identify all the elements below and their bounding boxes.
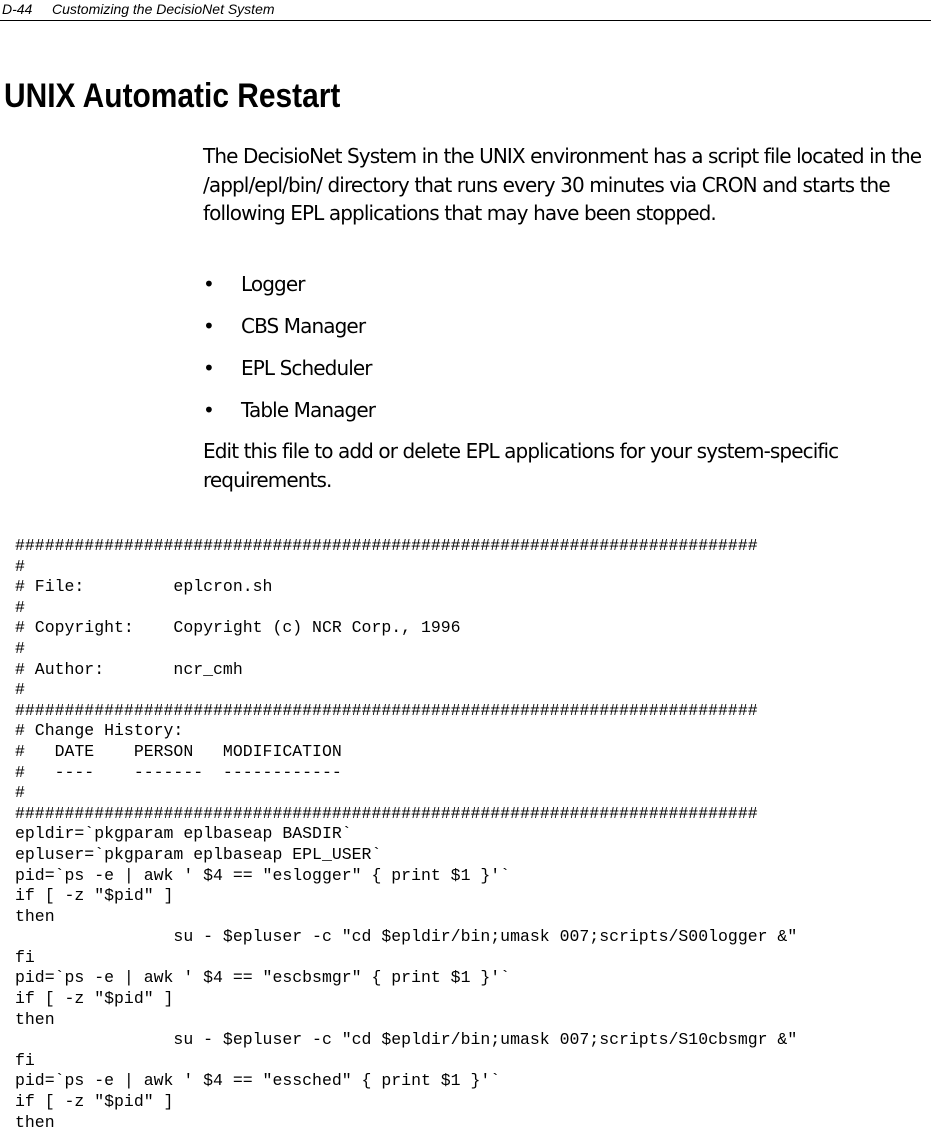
bullet-icon: • xyxy=(203,356,214,380)
code-line: # DATE PERSON MODIFICATION xyxy=(15,741,342,761)
code-line: pid=`ps -e | awk ' $4 == "escbsmgr" { print $1 }'` xyxy=(15,968,511,988)
code-line: ########################################################################### xyxy=(15,803,758,823)
code-line: # xyxy=(15,680,25,700)
page-header xyxy=(0,0,931,21)
list-item-label: EPL Scheduler xyxy=(241,356,372,380)
code-line: ########################################################################### xyxy=(15,700,758,720)
code-line: if [ -z "$pid" ] xyxy=(15,989,174,1009)
list-item-label: CBS Manager xyxy=(241,314,366,338)
list-item-label: Logger xyxy=(241,272,305,296)
code-line: ########################################################################### xyxy=(15,536,758,555)
page-number: D-44 xyxy=(2,1,33,17)
application-list xyxy=(203,270,375,438)
bullet-icon: • xyxy=(203,398,214,422)
code-line: epluser=`pkgparam eplbaseap EPL_USER` xyxy=(15,844,382,864)
outro-paragraph: Edit this file to add or delete EPL applications for your system-specific requirements. xyxy=(203,439,839,492)
code-line: if [ -z "$pid" ] xyxy=(15,886,174,906)
running-title: Customizing the DecisioNet System xyxy=(52,1,275,17)
code-line: # File: eplcron.sh xyxy=(15,577,273,597)
code-line: if [ -z "$pid" ] xyxy=(15,1092,174,1112)
code-line: # Author: ncr_cmh xyxy=(15,659,243,679)
code-line: pid=`ps -e | awk ' $4 == "eslogger" { print $1 }'` xyxy=(15,865,511,885)
code-line: fi xyxy=(15,1050,35,1070)
section-title: UNIX Automatic Restart xyxy=(4,77,341,115)
list-item xyxy=(203,312,375,354)
code-line: # Copyright: Copyright (c) NCR Corp., 1996 xyxy=(15,618,461,638)
code-line: su - $epluser -c "cd $epldir/bin;umask 007;scripts/S10cbsmgr &" xyxy=(15,1030,798,1050)
script-listing xyxy=(15,536,797,1133)
code-line: then xyxy=(15,1112,55,1132)
bullet-icon: • xyxy=(203,272,214,296)
bullet-icon: • xyxy=(203,314,214,338)
list-item xyxy=(203,354,375,396)
code-line: # Change History: xyxy=(15,721,184,741)
code-line: then xyxy=(15,906,55,926)
code-line: epldir=`pkgparam eplbaseap BASDIR` xyxy=(15,824,352,844)
code-line: # xyxy=(15,638,25,658)
code-line: then xyxy=(15,1009,55,1029)
code-line: su - $epluser -c "cd $epldir/bin;umask 007;scripts/S00logger &" xyxy=(15,927,798,947)
code-line: fi xyxy=(15,947,35,967)
list-item-label: Table Manager xyxy=(241,398,376,422)
intro-paragraph: The DecisioNet System in the UNIX environment has a script file located in the /appl/epl/bin/ directory that runs every 30 minutes via CRON and starts the following EPL applications that may have been stopped. xyxy=(203,144,922,225)
code-line: pid=`ps -e | awk ' $4 == "essched" { print $1 }'` xyxy=(15,1071,501,1091)
list-item xyxy=(203,270,375,312)
code-line: # ---- ------- ------------ xyxy=(15,762,342,782)
code-line: # xyxy=(15,597,25,617)
code-line: # xyxy=(15,556,25,576)
code-line: # xyxy=(15,783,25,803)
list-item xyxy=(203,396,375,438)
